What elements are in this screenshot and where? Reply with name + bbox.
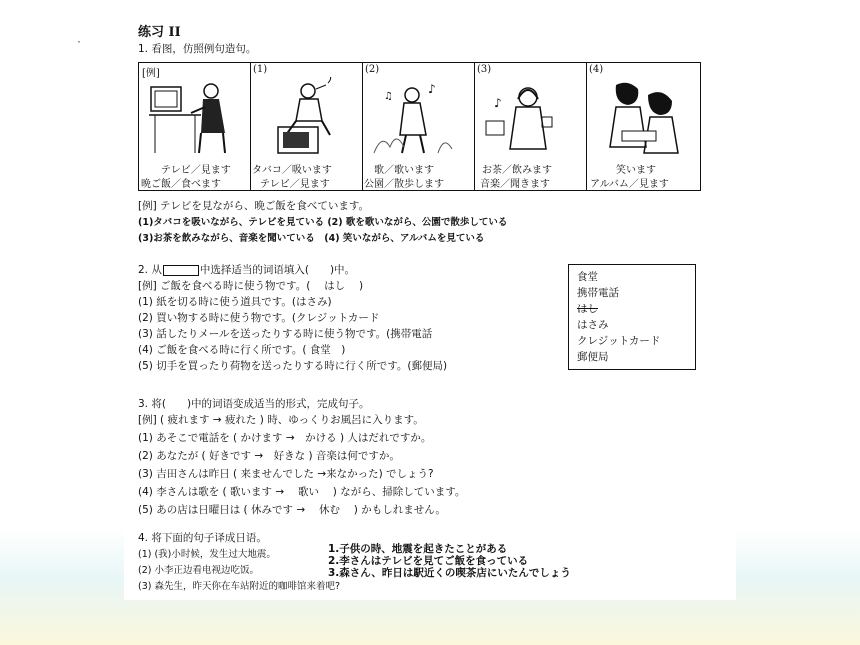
q3-line: (4) 李さんは歌を ( 歌います → 歌い ) ながら、掃除しています。 <box>138 486 466 498</box>
picture-cell-2 <box>362 63 475 190</box>
svg-text:♪: ♪ <box>428 82 436 96</box>
picture-table <box>138 62 701 191</box>
q3-heading: 3. 将( )中的词语变成适当的形式，完成句子。 <box>138 398 370 410</box>
cell-caption-1: お茶／飲みます <box>482 165 552 176</box>
q2-line: (1) 紙を切る時に使う道具です。(はさみ) <box>138 296 332 308</box>
cell-label: (2) <box>365 64 380 75</box>
exercise-sheet <box>124 24 736 600</box>
singing-walk-illustration <box>368 77 464 157</box>
q3-line: (1) あそこで電話を ( かけます → かける ) 人はだれですか。 <box>138 432 432 444</box>
q2-heading <box>138 264 355 277</box>
q3-line: [例] ( 疲れます → 疲れた ) 時、ゆっくりお風呂に入ります。 <box>138 414 424 426</box>
q2-heading-part-a: 2. 从 <box>138 264 162 276</box>
picture-cell-example <box>139 63 251 190</box>
q4-answer: 2.李さんはテレビを見てご飯を食っている <box>328 555 529 567</box>
picture-cell-3 <box>474 63 587 190</box>
q4-answer: 3.森さん、昨日は駅近くの喫茶店にいたんでしょう <box>328 567 571 579</box>
q2-line: (4) ご飯を食べる時に行く所です。( 食堂 ) <box>138 344 346 356</box>
q1-answer-line-2: (3)お茶を飲みながら、音楽を聞いている (4) 笑いながら、アルバムを見ている <box>138 233 485 244</box>
q1-heading: 1. 看图，仿照例句造句。 <box>138 43 257 55</box>
cell-label: (3) <box>477 64 492 75</box>
word-choice-box <box>568 264 696 370</box>
cell-label: (1) <box>253 64 268 75</box>
page-marker: · <box>77 34 81 48</box>
q1-example: [例] テレビを見ながら、晩ご飯を食べています。 <box>138 200 369 212</box>
q2-line: (2) 買い物する時に使う物です。(クレジットカード <box>138 312 380 324</box>
q1-answer-line-1: (1)タバコを吸いながら、テレビを見ている (2) 歌を歌いながら、公園で散歩している <box>138 217 508 228</box>
word-choice: 食堂 <box>577 271 598 283</box>
q2-line: (3) 話したりメールを送ったりする時に使う物です。(携帯電話 <box>138 328 433 340</box>
tv-dinner-illustration <box>145 77 241 157</box>
q4-question: (1) (我)小时候，发生过大地震。 <box>138 549 276 560</box>
word-choice: はし <box>577 303 598 315</box>
tea-music-illustration <box>480 77 576 157</box>
svg-text:♫: ♫ <box>384 91 393 102</box>
cell-caption-2: テレビ／見ます <box>260 179 330 190</box>
cell-label: [例] <box>142 68 160 79</box>
cell-caption-2: 公園／散歩します <box>364 179 444 190</box>
cell-caption-1: テレビ／見ます <box>161 165 231 176</box>
svg-text:♪: ♪ <box>494 96 502 110</box>
q4-question: (3) 森先生，昨天你在车站附近的咖啡馆来着吧? <box>138 581 341 592</box>
picture-cell-1 <box>250 63 363 190</box>
cell-caption-2: アルバム／見ます <box>590 179 669 190</box>
cell-caption-1: タバコ／吸います <box>252 165 332 176</box>
word-choice: 郵便局 <box>577 351 609 363</box>
q2-line: [例] ご飯を食べる時に使う物です。( はし ) <box>138 280 364 292</box>
q2-heading-part-b: 中选择适当的词语填入( )中。 <box>199 264 356 276</box>
cell-caption-2: 音楽／聞きます <box>480 179 550 190</box>
smoking-tv-illustration <box>256 77 352 157</box>
q4-heading: 4. 将下面的句子译成日语。 <box>138 532 267 544</box>
cell-caption-2: 晩ご飯／食べます <box>141 179 221 190</box>
album-laughing-illustration <box>592 77 688 157</box>
q4-answer: 1.子供の時、地震を起きたことがある <box>328 543 508 555</box>
blank-box-icon <box>163 265 199 276</box>
word-choice: 携帯電話 <box>577 287 619 299</box>
cell-caption-1: 笑います <box>616 165 656 176</box>
exercise-title: 练习 II <box>138 25 181 40</box>
word-choice: はさみ <box>577 319 609 331</box>
cell-caption-1: 歌／歌います <box>374 165 434 176</box>
cell-label: (4) <box>589 64 604 75</box>
q3-line: (2) あなたが ( 好きです → 好きな ) 音楽は何ですか。 <box>138 450 400 462</box>
q3-line: (5) あの店は日曜日は ( 休みです → 休む ) かもしれません。 <box>138 504 446 516</box>
q3-line: (3) 吉田さんは昨日 ( 来ませんでした →来なかった) でしょう? <box>138 468 434 480</box>
q2-line: (5) 切手を買ったり荷物を送ったりする時に行く所です。(郵便局) <box>138 360 448 372</box>
picture-cell-4 <box>586 63 700 190</box>
word-choice: クレジットカード <box>577 335 661 347</box>
q4-question: (2) 小李正边看电视边吃饭。 <box>138 565 259 576</box>
